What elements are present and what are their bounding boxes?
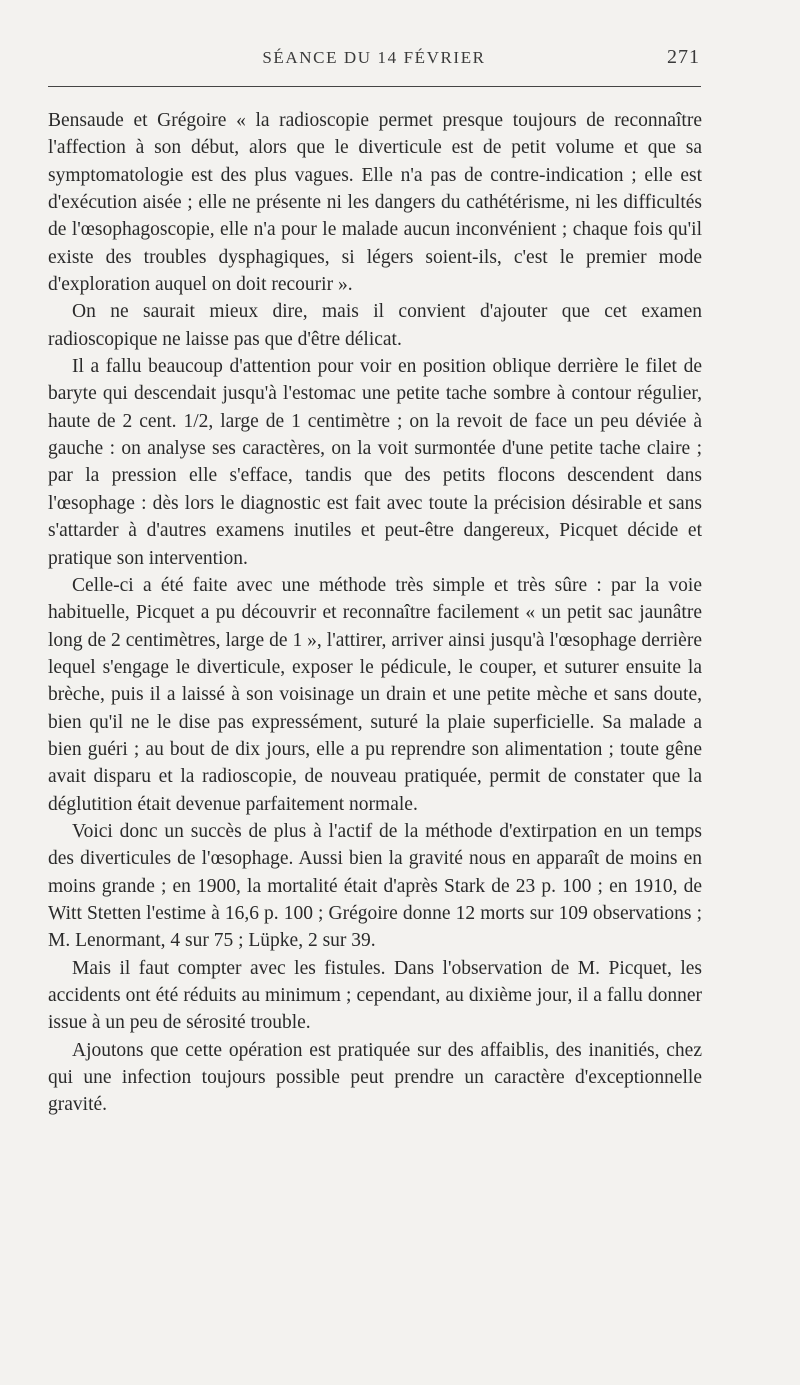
paragraph: Il a fallu beaucoup d'attention pour voir en position oblique derrière le filet de baryte qui descendait jusqu'à l'estomac une petite tache sombre à contour régulier, haute de 2 cent. 1/2, large de 1 centimètre ; on la revoit de face un peu déviée à gauche : on analyse ses caractères, on la voit surmontée d'une petite tache claire ; par la pression elle s'efface, tandis que des petits flocons descendent dans l'œsophage : dès lors le diagnostic est fait avec toute la précision désirable et sans s'attarder à d'autres examens inutiles et peut-être dangereux, Picquet décide et pratique son intervention. [48,356,702,569]
page-number: 271 [667,46,700,68]
body-text [48,107,702,1119]
paragraph: On ne saurait mieux dire, mais il convient d'ajouter que cet examen radioscopique ne laisse pas que d'être délicat. [48,301,702,350]
paragraph-continued: Bensaude et Grégoire « la radioscopie permet presque toujours de reconnaître l'affection à son début, alors que le diverticule est de petit volume et que sa symptomatologie est des plus vagues. Elle n'a pas de contre-indication ; elle est d'exécution aisée ; elle ne présente ni les dangers du cathétérisme, ni les difficultés de l'œsophagoscopie, elle n'a pour le malade aucun inconvénient ; chaque fois qu'il existe des troubles dysphagiques, si légers soient-ils, c'est le premier mode d'exploration auquel on doit recourir ». [48,110,702,296]
paragraph: Mais il faut compter avec les fistules. Dans l'observation de M. Picquet, les accidents ont été réduits au minimum ; cependant, au dixième jour, il a fallu donner issue à un peu de sérosité trouble. [48,957,702,1034]
header-rule [48,86,701,87]
paragraph: Voici donc un succès de plus à l'actif de la méthode d'extirpation en un temps des diverticules de l'œsophage. Aussi bien la gravité nous en apparaît de moins en moins grande ; en 1900, la mortalité était d'après Stark de 23 p. 100 ; en 1910, de Witt Stetten l'estime à 16,6 p. 100 ; Grégoire donne 12 morts sur 109 observations ; M. Lenormant, 4 sur 75 ; Lüpke, 2 sur 39. [48,820,702,952]
paragraph: Ajoutons que cette opération est pratiquée sur des affaiblis, des inanitiés, chez qui une infection toujours possible peut prendre un caractère d'exceptionnelle gravité. [48,1039,702,1116]
running-header [48,44,700,74]
paragraph: Celle-ci a été faite avec une méthode très simple et très sûre : par la voie habituelle, Picquet a pu découvrir et reconnaître facilement « un petit sac jaunâtre long de 2 centimètres, large de 1 », l'attirer, arriver ainsi jusqu'à l'œsophage derrière lequel s'engage le diverticule, exposer le pédicule, le couper, et suturer ensuite la brèche, puis il a laissé à son voisinage un drain et une petite mèche et sans doute, bien qu'il ne le dise pas expressément, suturé la plaie superficielle. Sa malade a bien guéri ; au bout de dix jours, elle a pu reprendre son alimentation ; toute gêne avait disparu et la radioscopie, de nouveau pratiquée, permit de constater que la déglutition était devenue parfaitement normale. [48,574,702,815]
running-title: SÉANCE DU 14 FÉVRIER [262,48,486,67]
